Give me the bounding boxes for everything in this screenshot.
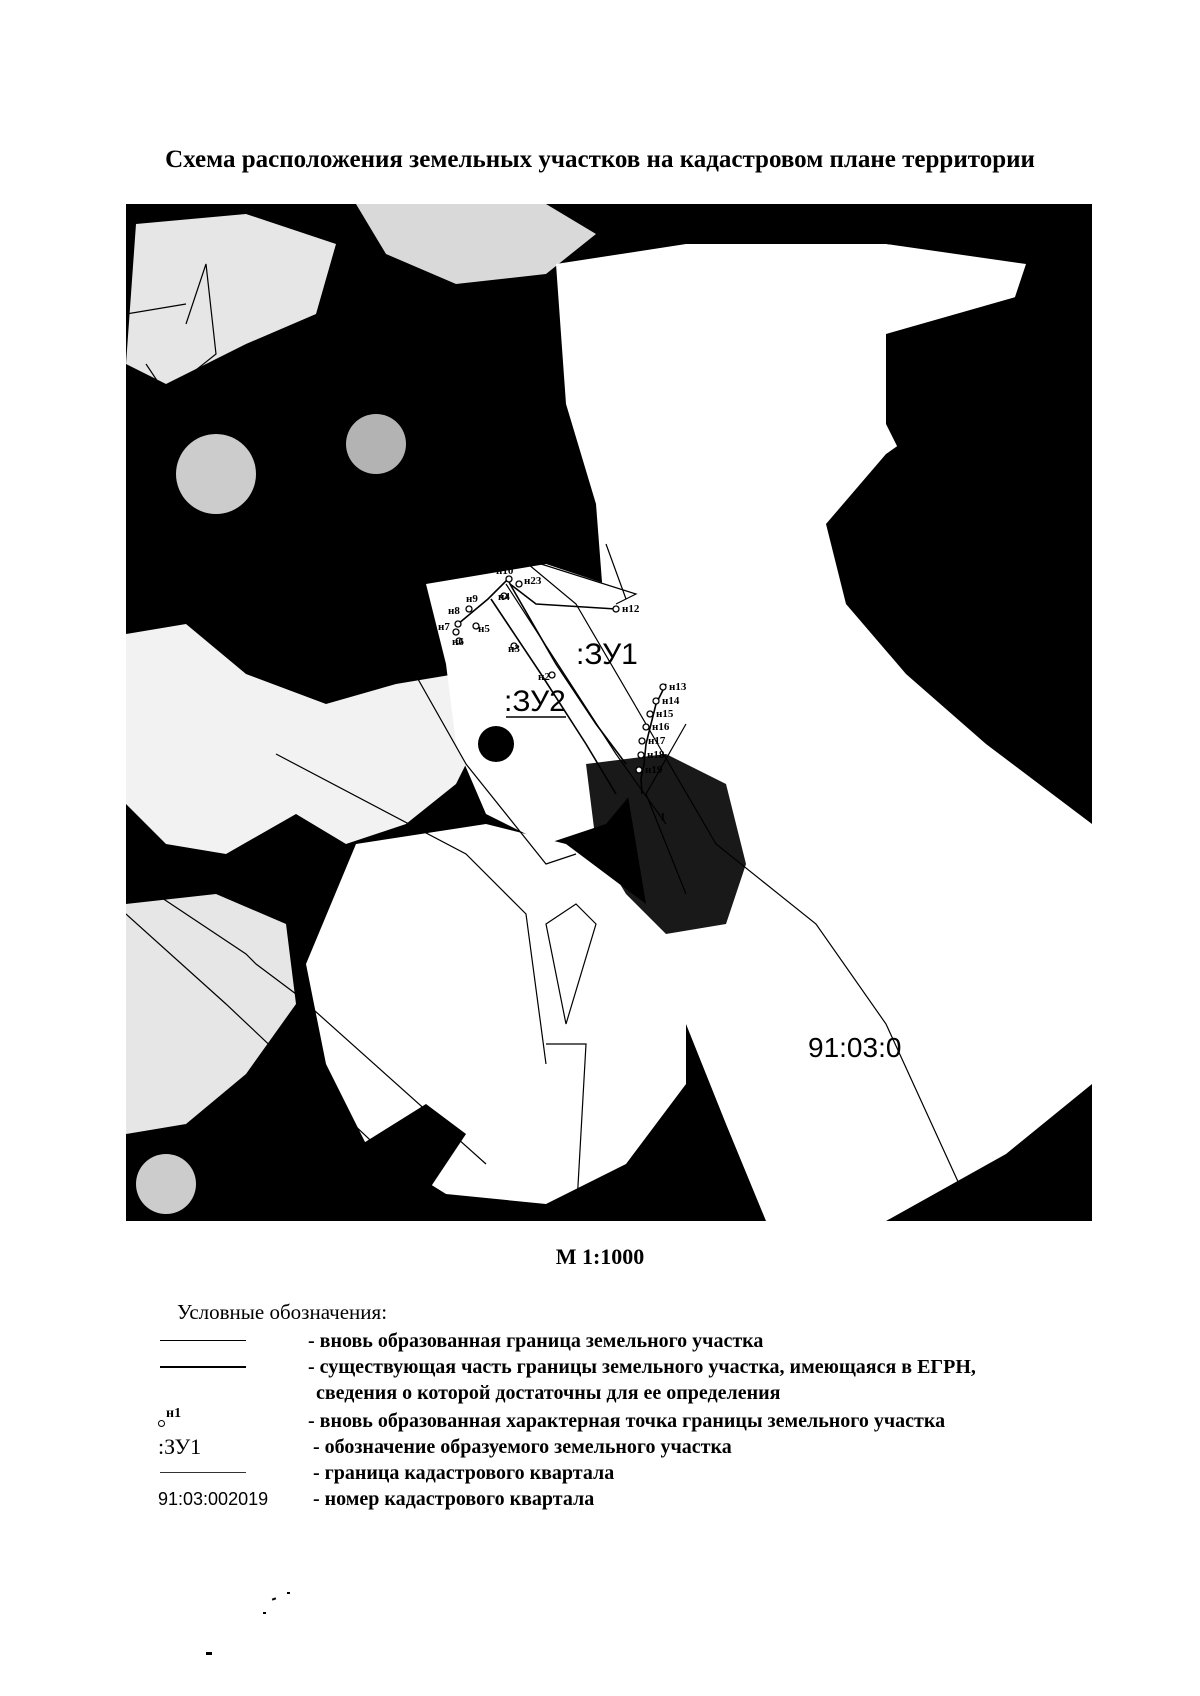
legend-symbol: 91:03:002019 [158,1489,269,1509]
legend-symbol: :ЗУ1 [158,1434,202,1459]
point-label: н3 [508,643,520,655]
page-title: Схема расположения земельных участков на кадастровом плане территории [165,146,1035,173]
point-label: н17 [648,735,666,747]
legend-item-parcel-designation [158,1434,1090,1460]
quarter-boundary-symbol [160,1472,246,1473]
point-label: н23 [524,575,542,587]
legend-desc: - граница кадастрового квартала [313,1462,615,1484]
existing-boundary-symbol [160,1366,246,1368]
new-boundary-symbol [160,1340,246,1341]
legend-desc: - обозначение образуемого земельного участка [313,1436,732,1458]
point-label: н12 [622,603,640,615]
map-scale: М 1:1000 [555,1244,645,1269]
legend-item-new-boundary [170,1328,1090,1354]
legend-desc: - вновь образованная характерная точка границы земельного участка [308,1410,946,1432]
scan-mark [206,1652,212,1655]
point-label: н6 [452,636,464,648]
point-label: н16 [652,721,670,733]
legend-item-existing-boundary [170,1354,1090,1406]
cadastral-map[interactable] [126,204,1092,1221]
map-canvas [126,204,1092,1221]
point-label: н13 [669,681,687,693]
point-label: н4 [498,591,510,603]
legend-item-new-point [166,1406,1090,1434]
legend-desc-continued: сведения о которой достаточны для ее определения [316,1382,781,1404]
point-label: н5 [478,623,490,635]
parcel-label-zu2: :ЗУ2 [504,685,566,718]
legend-desc: - существующая часть границы земельного участка, имеющаяся в ЕГРН, [308,1356,976,1378]
legend-item-quarter-boundary [170,1460,1090,1486]
point-label: н9 [466,593,478,605]
point-label: н7 [438,621,450,633]
quarter-number-label: 91:03:0 [808,1032,902,1063]
point-label: н14 [662,695,680,707]
scan-mark [263,1612,266,1614]
legend-item-quarter-number [158,1486,1090,1512]
point-label: н2 [538,671,550,683]
legend-title: Условные обозначения: [177,1300,388,1324]
point-label: н19 [645,764,663,776]
point-marker-icon [158,1420,165,1427]
legend-desc: - вновь образованная граница земельного участка [308,1330,764,1352]
legend-symbol: н1 [166,1406,182,1421]
scan-mark [272,1597,276,1600]
scan-mark [287,1592,290,1594]
parcel-label-zu1: :ЗУ1 [576,638,638,671]
point-label: н10 [496,565,514,577]
legend-desc: - номер кадастрового квартала [313,1488,595,1510]
point-label: н15 [656,708,674,720]
point-label: н8 [448,605,460,617]
point-label: 1 [660,811,666,823]
point-label: н18 [647,749,665,761]
